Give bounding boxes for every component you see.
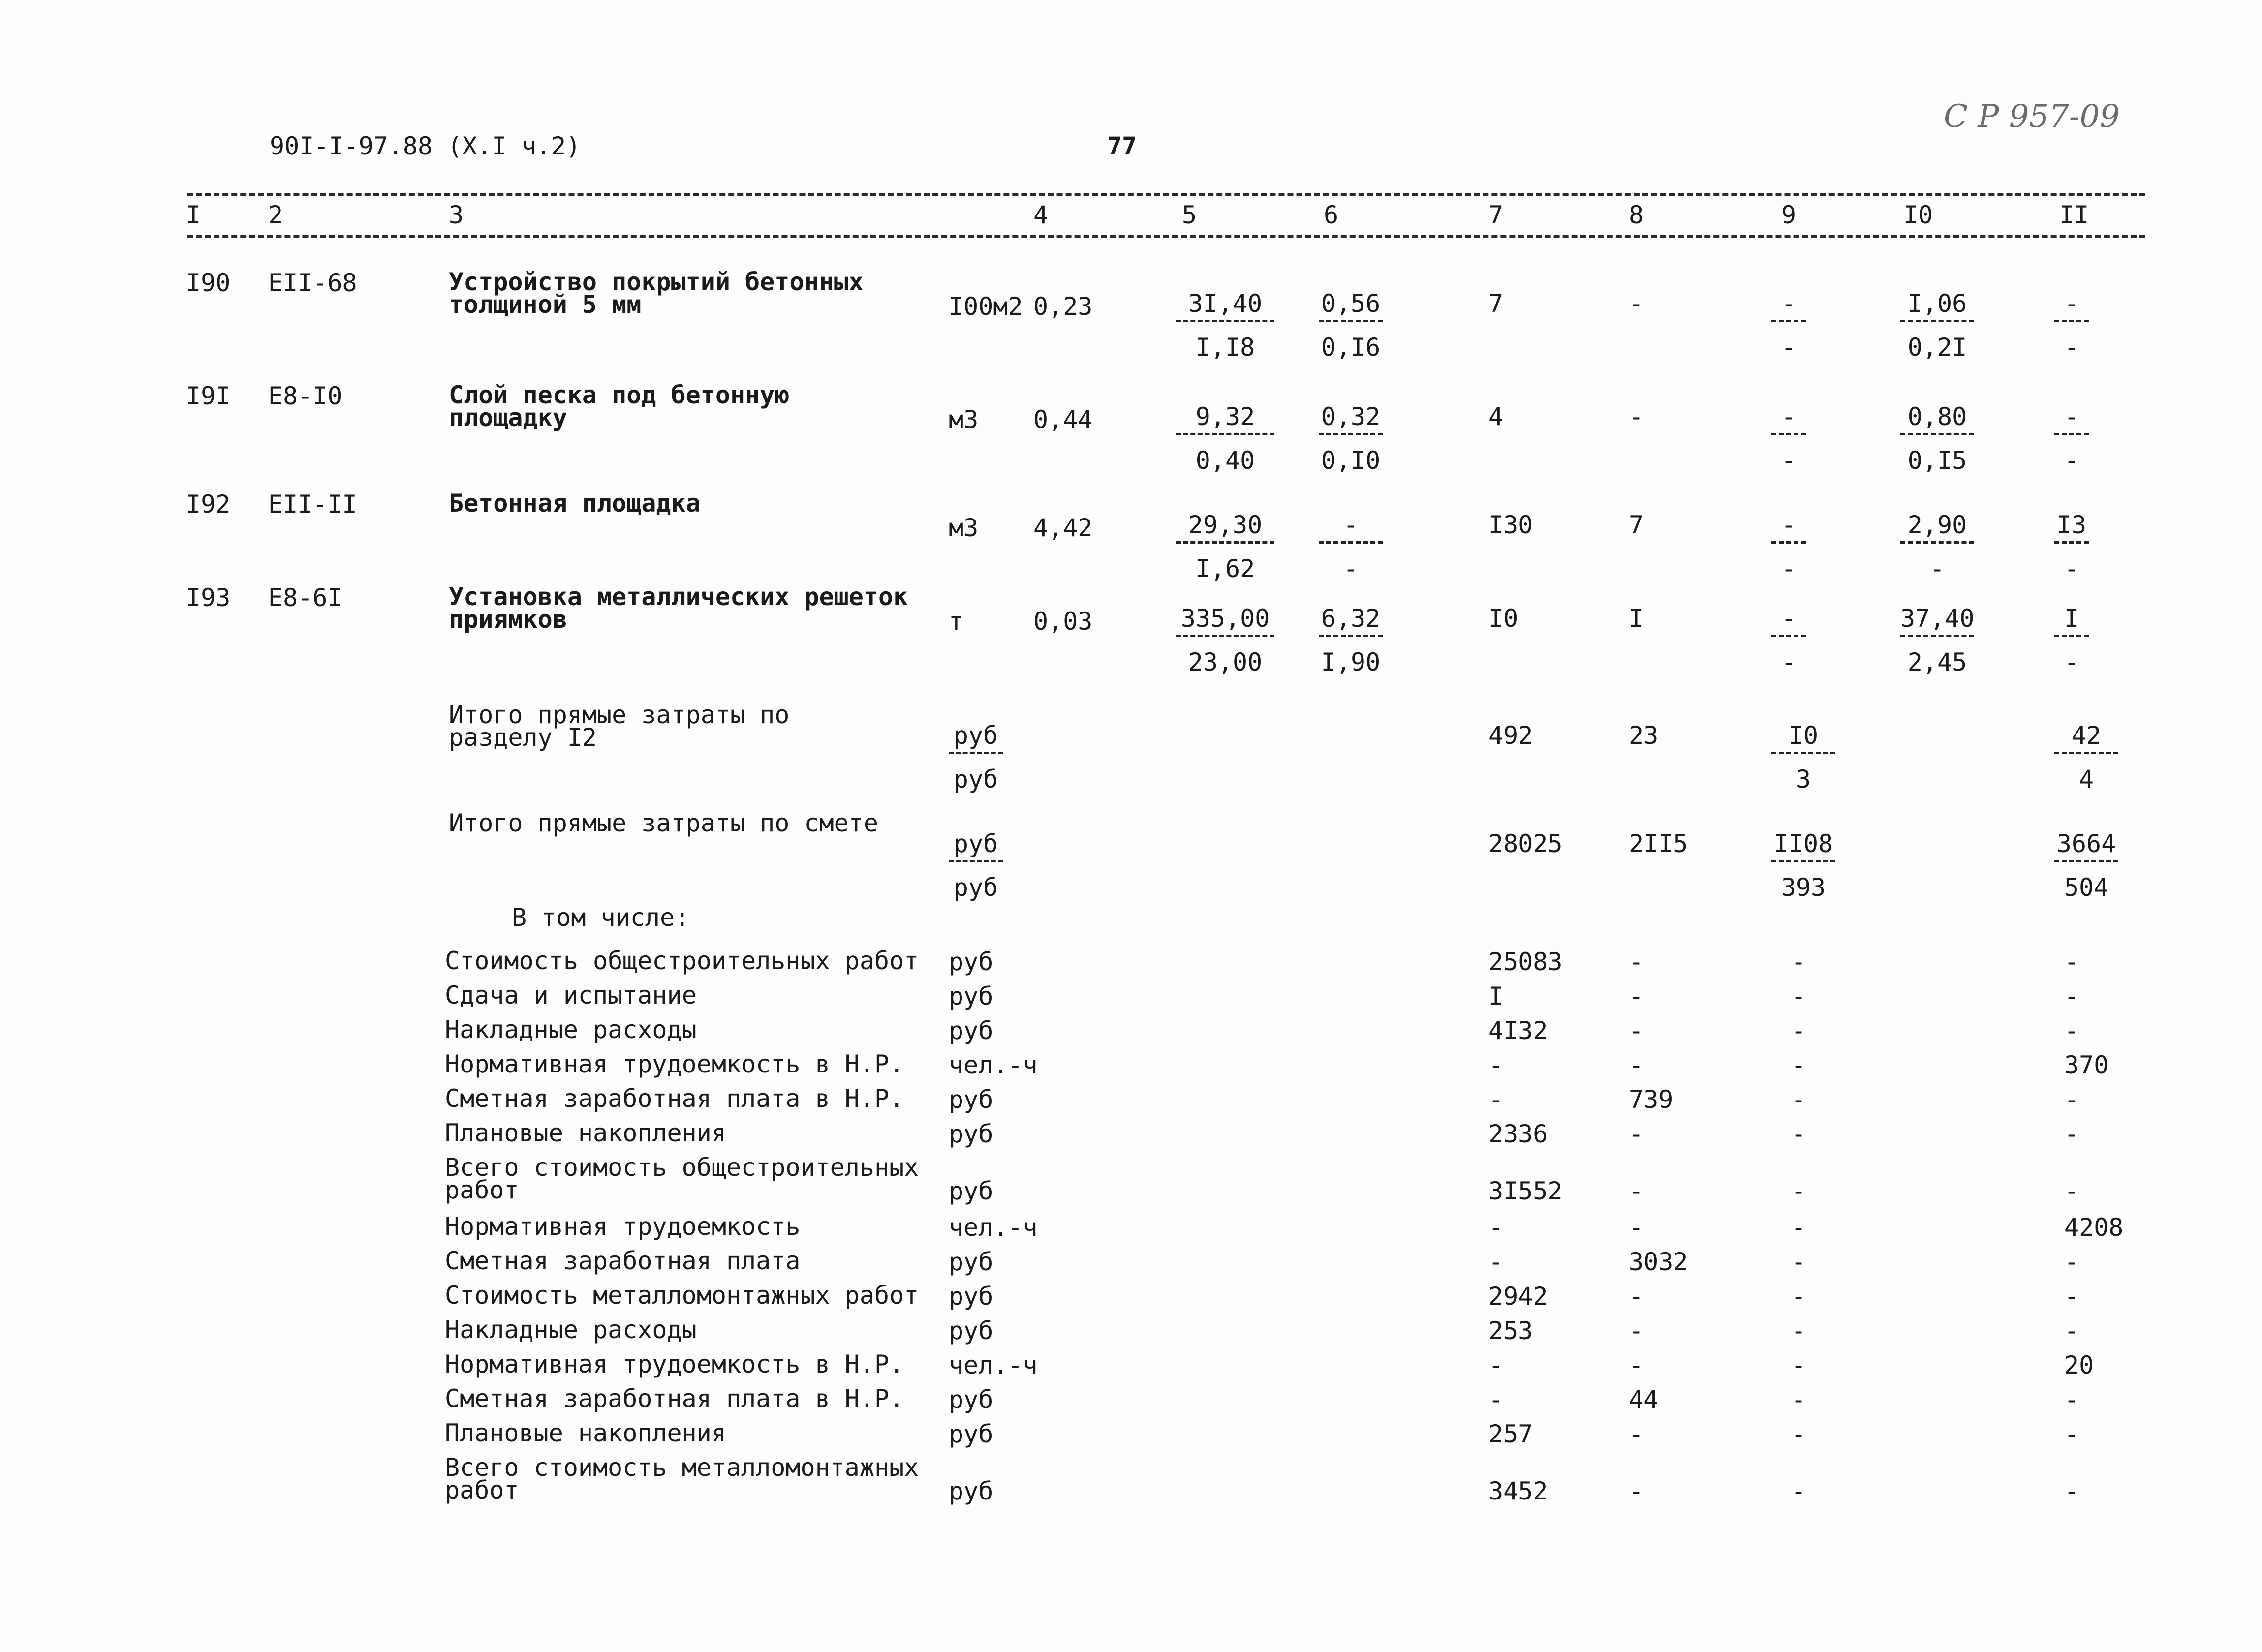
labor-cost-denominator: I,90 xyxy=(1321,648,1381,676)
breakdown-wages: 739 xyxy=(1629,1085,1673,1114)
breakdown-unit: руб xyxy=(949,1420,993,1448)
labor-cost xyxy=(1319,291,1383,360)
breakdown-machine-wages: 370 xyxy=(2064,1051,2109,1079)
machine-wages-denominator: - xyxy=(2064,554,2079,583)
unit-cost xyxy=(1176,513,1274,581)
column-header-9: 9 xyxy=(1781,201,1797,229)
total-machine-cost-numerator: I0 xyxy=(1771,723,1835,754)
breakdown-direct-cost: - xyxy=(1488,1248,1504,1276)
column-header-3: 3 xyxy=(449,201,464,229)
breakdown-unit: руб xyxy=(949,1316,993,1345)
breakdown-direct-cost: 257 xyxy=(1488,1420,1533,1448)
breakdown-direct-cost: - xyxy=(1488,1385,1504,1414)
breakdown-machine-wages: 20 xyxy=(2064,1351,2094,1379)
unit-cost xyxy=(1176,404,1274,473)
breakdown-wages: - xyxy=(1629,1316,1644,1345)
unit-cost-denominator: I,I8 xyxy=(1195,333,1255,362)
breakdown-machine-wages: - xyxy=(2064,1248,2079,1276)
total-unit xyxy=(949,723,1003,792)
breakdown-wages: - xyxy=(1629,1177,1644,1205)
total-machine-cost-denominator: 393 xyxy=(1781,873,1826,902)
breakdown-machine-wages: - xyxy=(2064,948,2079,976)
breakdown-unit: руб xyxy=(949,1477,993,1505)
total-machine-cost-numerator: II08 xyxy=(1771,831,1835,862)
breakdown-machine-cost: - xyxy=(1791,1248,1806,1276)
header-divider-bottom xyxy=(187,235,2145,238)
row-number: I93 xyxy=(186,583,231,612)
norm-code: E8-6I xyxy=(268,583,342,612)
breakdown-wages: - xyxy=(1629,1282,1644,1311)
breakdown-direct-cost: 25083 xyxy=(1488,948,1563,976)
labor-cost-numerator: - xyxy=(1319,513,1383,544)
labor-hours xyxy=(1900,513,1974,581)
unit: м3 xyxy=(949,405,979,434)
machine-wages-denominator: - xyxy=(2064,446,2079,475)
machine-cost xyxy=(1771,513,1806,581)
total-label: Итого прямые затраты по разделу I2 xyxy=(449,701,790,752)
breakdown-machine-wages: - xyxy=(2064,1120,2079,1148)
total-machine-cost xyxy=(1771,831,1835,900)
breakdown-direct-cost: - xyxy=(1488,1085,1504,1114)
total-machine-wages xyxy=(2054,831,2118,900)
breakdown-machine-cost: - xyxy=(1791,1120,1806,1148)
breakdown-unit: руб xyxy=(949,1177,993,1205)
breakdown-machine-cost: - xyxy=(1791,1351,1806,1379)
unit-cost-denominator: 23,00 xyxy=(1188,648,1263,676)
breakdown-unit: руб xyxy=(949,1085,993,1114)
direct-cost: I30 xyxy=(1488,511,1533,539)
breakdown-label: Всего стоимость металломонтажных работ xyxy=(445,1453,919,1504)
breakdown-unit: руб xyxy=(949,1016,993,1045)
column-header-7: 7 xyxy=(1488,201,1504,229)
breakdown-direct-cost: 2336 xyxy=(1488,1120,1548,1148)
unit: м3 xyxy=(949,514,979,542)
machine-cost xyxy=(1771,404,1806,473)
breakdown-label: Накладные расходы xyxy=(445,1015,697,1044)
breakdown-machine-cost: - xyxy=(1791,1316,1806,1345)
page-number: 77 xyxy=(1107,132,1137,160)
document-code: 90I-I-97.88 (X.I ч.2) xyxy=(270,132,581,160)
breakdown-direct-cost: 253 xyxy=(1488,1316,1533,1345)
wages: - xyxy=(1629,402,1644,431)
breakdown-label: Нормативная трудоемкость в Н.Р. xyxy=(445,1050,904,1078)
machine-wages-numerator: - xyxy=(2054,404,2089,435)
total-machine-wages-denominator: 4 xyxy=(2078,765,2094,794)
breakdown-direct-cost: - xyxy=(1488,1213,1504,1242)
breakdown-wages: - xyxy=(1629,1351,1644,1379)
labor-cost-denominator: 0,I0 xyxy=(1321,446,1381,475)
labor-cost-numerator: 0,32 xyxy=(1319,404,1383,435)
breakdown-wages: 3032 xyxy=(1629,1248,1688,1276)
unit-cost xyxy=(1176,606,1274,674)
breakdown-machine-wages: - xyxy=(2064,1477,2079,1505)
breakdown-machine-cost: - xyxy=(1791,1177,1806,1205)
work-description: Установка металлических решеток приямков xyxy=(449,582,908,634)
column-header-11: II xyxy=(2059,201,2089,229)
machine-wages-denominator: - xyxy=(2064,648,2079,676)
breakdown-label: Всего стоимость общестроительных работ xyxy=(445,1153,919,1204)
machine-cost-numerator: - xyxy=(1771,291,1806,322)
breakdown-unit: руб xyxy=(949,1120,993,1148)
breakdown-wages: - xyxy=(1629,948,1644,976)
labor-hours-numerator: 2,90 xyxy=(1900,513,1974,544)
work-description: Слой песка под бетонную площадку xyxy=(449,381,790,432)
breakdown-wages: - xyxy=(1629,1477,1644,1505)
breakdown-machine-wages: - xyxy=(2064,1282,2079,1311)
breakdown-label: Накладные расходы xyxy=(445,1315,697,1344)
breakdown-label: Сдача и испытание xyxy=(445,981,697,1010)
column-header-2: 2 xyxy=(268,201,283,229)
breakdown-machine-wages: 4208 xyxy=(2064,1213,2124,1242)
breakdown-label: Сметная заработная плата в Н.Р. xyxy=(445,1384,904,1413)
machine-wages-numerator: I xyxy=(2054,606,2089,637)
direct-cost: I0 xyxy=(1488,604,1518,633)
total-machine-cost-denominator: 3 xyxy=(1796,765,1811,794)
work-description: Бетонная площадка xyxy=(449,489,701,518)
total-unit-denominator: руб xyxy=(953,873,998,902)
breakdown-machine-cost: - xyxy=(1791,1085,1806,1114)
machine-cost-numerator: - xyxy=(1771,404,1806,435)
labor-hours-numerator: I,06 xyxy=(1900,291,1974,322)
quantity: 0,03 xyxy=(1033,607,1093,636)
machine-cost-denominator: - xyxy=(1781,648,1797,676)
breakdown-direct-cost: 4I32 xyxy=(1488,1016,1548,1045)
labor-hours-denominator: - xyxy=(1929,554,1945,583)
norm-code: EII-II xyxy=(268,490,357,519)
breakdown-machine-cost: - xyxy=(1791,1016,1806,1045)
quantity: 4,42 xyxy=(1033,514,1093,542)
total-wages: 2II5 xyxy=(1629,829,1688,858)
machine-cost-denominator: - xyxy=(1781,554,1797,583)
breakdown-unit: руб xyxy=(949,1385,993,1414)
direct-cost: 4 xyxy=(1488,402,1504,431)
breakdown-machine-wages: - xyxy=(2064,982,2079,1010)
labor-cost-denominator: 0,I6 xyxy=(1321,333,1381,362)
breakdown-machine-wages: - xyxy=(2064,1177,2079,1205)
breakdown-wages: - xyxy=(1629,1213,1644,1242)
norm-code: EII-68 xyxy=(268,269,357,297)
breakdown-wages: 44 xyxy=(1629,1385,1659,1414)
breakdown-label: Нормативная трудоемкость xyxy=(445,1212,801,1241)
breakdown-unit: чел.-ч xyxy=(949,1051,1038,1079)
machine-cost-denominator: - xyxy=(1781,446,1797,475)
wages: I xyxy=(1629,604,1644,633)
breakdown-machine-wages: - xyxy=(2064,1420,2079,1448)
total-machine-wages-numerator: 3664 xyxy=(2054,831,2118,862)
machine-cost xyxy=(1771,291,1806,360)
machine-cost xyxy=(1771,606,1806,674)
work-description: Устройство покрытий бетонных толщиной 5 мм xyxy=(449,268,864,319)
column-header-10: I0 xyxy=(1903,201,1933,229)
unit: I00м2 xyxy=(949,292,1023,321)
breakdown-wages: - xyxy=(1629,1420,1644,1448)
breakdown-machine-wages: - xyxy=(2064,1085,2079,1114)
total-machine-wages-numerator: 42 xyxy=(2054,723,2118,754)
breakdown-wages: - xyxy=(1629,982,1644,1010)
breakdown-wages: - xyxy=(1629,1016,1644,1045)
labor-cost-numerator: 6,32 xyxy=(1319,606,1383,637)
wages: - xyxy=(1629,289,1644,318)
breakdown-label: Плановые накопления xyxy=(445,1119,726,1147)
breakdown-unit: руб xyxy=(949,1248,993,1276)
machine-cost-numerator: - xyxy=(1771,513,1806,544)
norm-code: E8-I0 xyxy=(268,382,342,410)
breakdown-machine-cost: - xyxy=(1791,1385,1806,1414)
breakdown-label: Плановые накопления xyxy=(445,1419,726,1447)
labor-hours xyxy=(1900,291,1974,360)
total-unit-denominator: руб xyxy=(953,765,998,794)
quantity: 0,44 xyxy=(1033,405,1093,434)
total-machine-wages-denominator: 504 xyxy=(2064,873,2109,902)
breakdown-machine-cost: - xyxy=(1791,1213,1806,1242)
breakdown-direct-cost: 2942 xyxy=(1488,1282,1548,1311)
machine-wages-numerator: - xyxy=(2054,291,2089,322)
labor-hours-denominator: 0,2I xyxy=(1907,333,1967,362)
breakdown-machine-cost: - xyxy=(1791,1282,1806,1311)
breakdown-unit: чел.-ч xyxy=(949,1351,1038,1379)
column-header-6: 6 xyxy=(1324,201,1339,229)
unit-cost-denominator: I,62 xyxy=(1195,554,1255,583)
wages: 7 xyxy=(1629,511,1644,539)
labor-hours-numerator: 0,80 xyxy=(1900,404,1974,435)
total-machine-wages xyxy=(2054,723,2118,792)
breakdown-machine-cost: - xyxy=(1791,948,1806,976)
handwritten-stamp: С Р 957-09 xyxy=(1944,98,2120,135)
row-number: I9I xyxy=(186,382,231,410)
total-direct-cost: 492 xyxy=(1488,721,1533,750)
breakdown-direct-cost: 3452 xyxy=(1488,1477,1548,1505)
breakdown-machine-cost: - xyxy=(1791,1051,1806,1079)
total-machine-cost xyxy=(1771,723,1835,792)
breakdown-direct-cost: I xyxy=(1488,982,1504,1010)
labor-cost xyxy=(1319,404,1383,473)
breakdown-label: Стоимость металломонтажных работ xyxy=(445,1281,919,1310)
breakdown-direct-cost: - xyxy=(1488,1051,1504,1079)
machine-cost-numerator: - xyxy=(1771,606,1806,637)
unit-cost-denominator: 0,40 xyxy=(1195,446,1255,475)
direct-cost: 7 xyxy=(1488,289,1504,318)
unit-cost-numerator: 3I,40 xyxy=(1176,291,1274,322)
header-divider-top xyxy=(187,193,2145,196)
labor-hours-denominator: 2,45 xyxy=(1907,648,1967,676)
labor-hours xyxy=(1900,404,1974,473)
breakdown-machine-cost: - xyxy=(1791,1477,1806,1505)
breakdown-label: Сметная заработная плата в Н.Р. xyxy=(445,1084,904,1113)
column-header-1: I xyxy=(186,201,201,229)
labor-hours-numerator: 37,40 xyxy=(1900,606,1974,637)
breakdown-label: Стоимость общестроительных работ xyxy=(445,947,919,975)
total-direct-cost: 28025 xyxy=(1488,829,1563,858)
breakdown-machine-cost: - xyxy=(1791,982,1806,1010)
machine-wages xyxy=(2054,404,2089,473)
column-header-4: 4 xyxy=(1033,201,1049,229)
row-number: I92 xyxy=(186,490,231,519)
column-header-8: 8 xyxy=(1629,201,1644,229)
total-wages: 23 xyxy=(1629,721,1659,750)
breakdown-label: Нормативная трудоемкость в Н.Р. xyxy=(445,1350,904,1378)
breakdown-label: Сметная заработная плата xyxy=(445,1247,801,1275)
unit-cost-numerator: 29,30 xyxy=(1176,513,1274,544)
labor-hours-denominator: 0,I5 xyxy=(1907,446,1967,475)
breakdown-machine-cost: - xyxy=(1791,1420,1806,1448)
breakdown-wages: - xyxy=(1629,1051,1644,1079)
machine-wages-denominator: - xyxy=(2064,333,2079,362)
breakdown-unit: руб xyxy=(949,1282,993,1311)
breakdown-machine-wages: - xyxy=(2064,1316,2079,1345)
total-label: Итого прямые затраты по смете xyxy=(449,809,878,837)
quantity: 0,23 xyxy=(1033,292,1093,321)
unit: т xyxy=(949,607,964,636)
machine-wages xyxy=(2054,291,2089,360)
labor-cost xyxy=(1319,606,1383,674)
column-header-5: 5 xyxy=(1182,201,1197,229)
row-number: I90 xyxy=(186,269,231,297)
including-label: В том числе: xyxy=(512,903,690,932)
breakdown-unit: руб xyxy=(949,982,993,1010)
unit-cost-numerator: 335,00 xyxy=(1176,606,1274,637)
breakdown-wages: - xyxy=(1629,1120,1644,1148)
labor-cost xyxy=(1319,513,1383,581)
machine-wages xyxy=(2054,606,2089,674)
labor-cost-denominator: - xyxy=(1343,554,1359,583)
labor-cost-numerator: 0,56 xyxy=(1319,291,1383,322)
breakdown-direct-cost: - xyxy=(1488,1351,1504,1379)
breakdown-unit: чел.-ч xyxy=(949,1213,1038,1242)
breakdown-unit: руб xyxy=(949,948,993,976)
labor-hours xyxy=(1900,606,1974,674)
machine-cost-denominator: - xyxy=(1781,333,1797,362)
machine-wages xyxy=(2054,513,2089,581)
total-unit xyxy=(949,831,1003,900)
total-unit-numerator: руб xyxy=(949,831,1003,862)
breakdown-machine-wages: - xyxy=(2064,1016,2079,1045)
unit-cost-numerator: 9,32 xyxy=(1176,404,1274,435)
breakdown-machine-wages: - xyxy=(2064,1385,2079,1414)
unit-cost xyxy=(1176,291,1274,360)
total-unit-numerator: руб xyxy=(949,723,1003,754)
machine-wages-numerator: I3 xyxy=(2054,513,2089,544)
breakdown-direct-cost: 3I552 xyxy=(1488,1177,1563,1205)
